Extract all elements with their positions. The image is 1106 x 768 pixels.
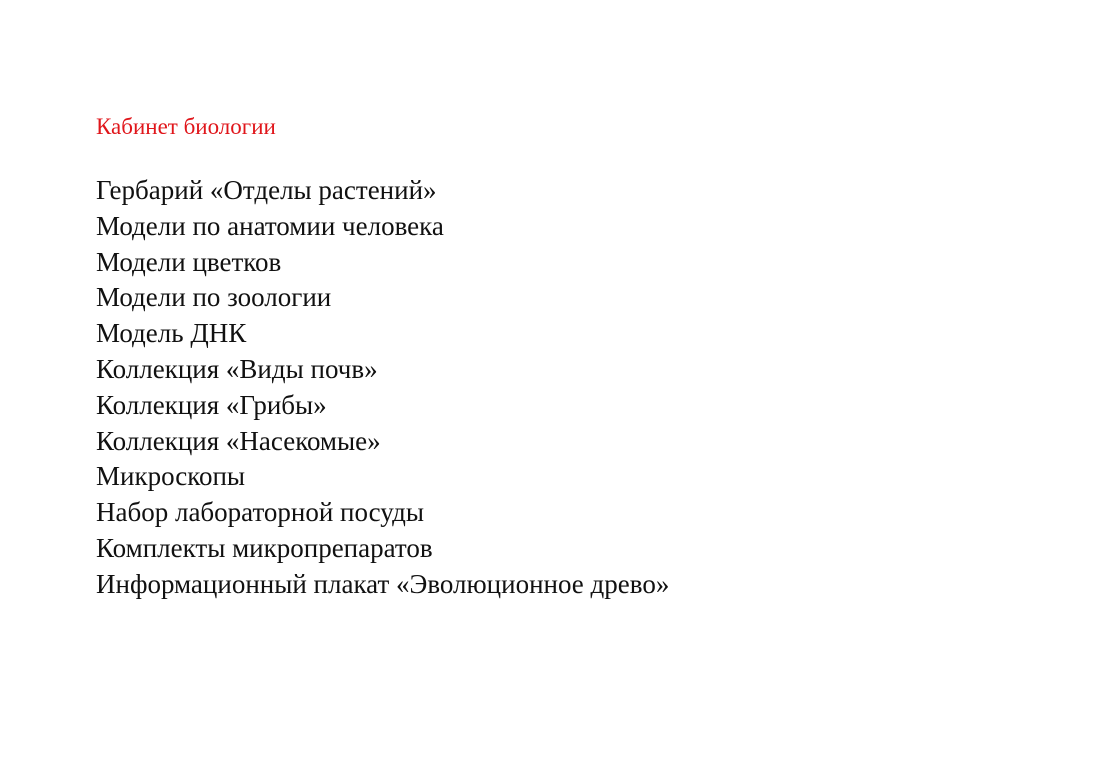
list-item: Коллекция «Грибы» bbox=[96, 389, 327, 420]
equipment-list bbox=[96, 173, 669, 603]
page-heading: Кабинет биологии bbox=[96, 114, 276, 139]
list-item: Модели по зоологии bbox=[96, 282, 332, 313]
list-item: Модели по анатомии человека bbox=[96, 210, 444, 241]
list-item: Коллекция «Насекомые» bbox=[96, 425, 381, 456]
list-item: Микроскопы bbox=[96, 461, 246, 492]
list-item: Модели цветков bbox=[96, 246, 282, 277]
list-item: Гербарий «Отделы растений» bbox=[96, 175, 437, 205]
list-item: Информационный плакат «Эволюционное древо» bbox=[96, 568, 670, 599]
list-item: Коллекция «Виды почв» bbox=[96, 353, 378, 384]
list-item: Модель ДНК bbox=[96, 318, 247, 349]
list-item: Набор лабораторной посуды bbox=[96, 497, 424, 528]
list-item: Комплекты микропрепаратов bbox=[96, 532, 433, 563]
